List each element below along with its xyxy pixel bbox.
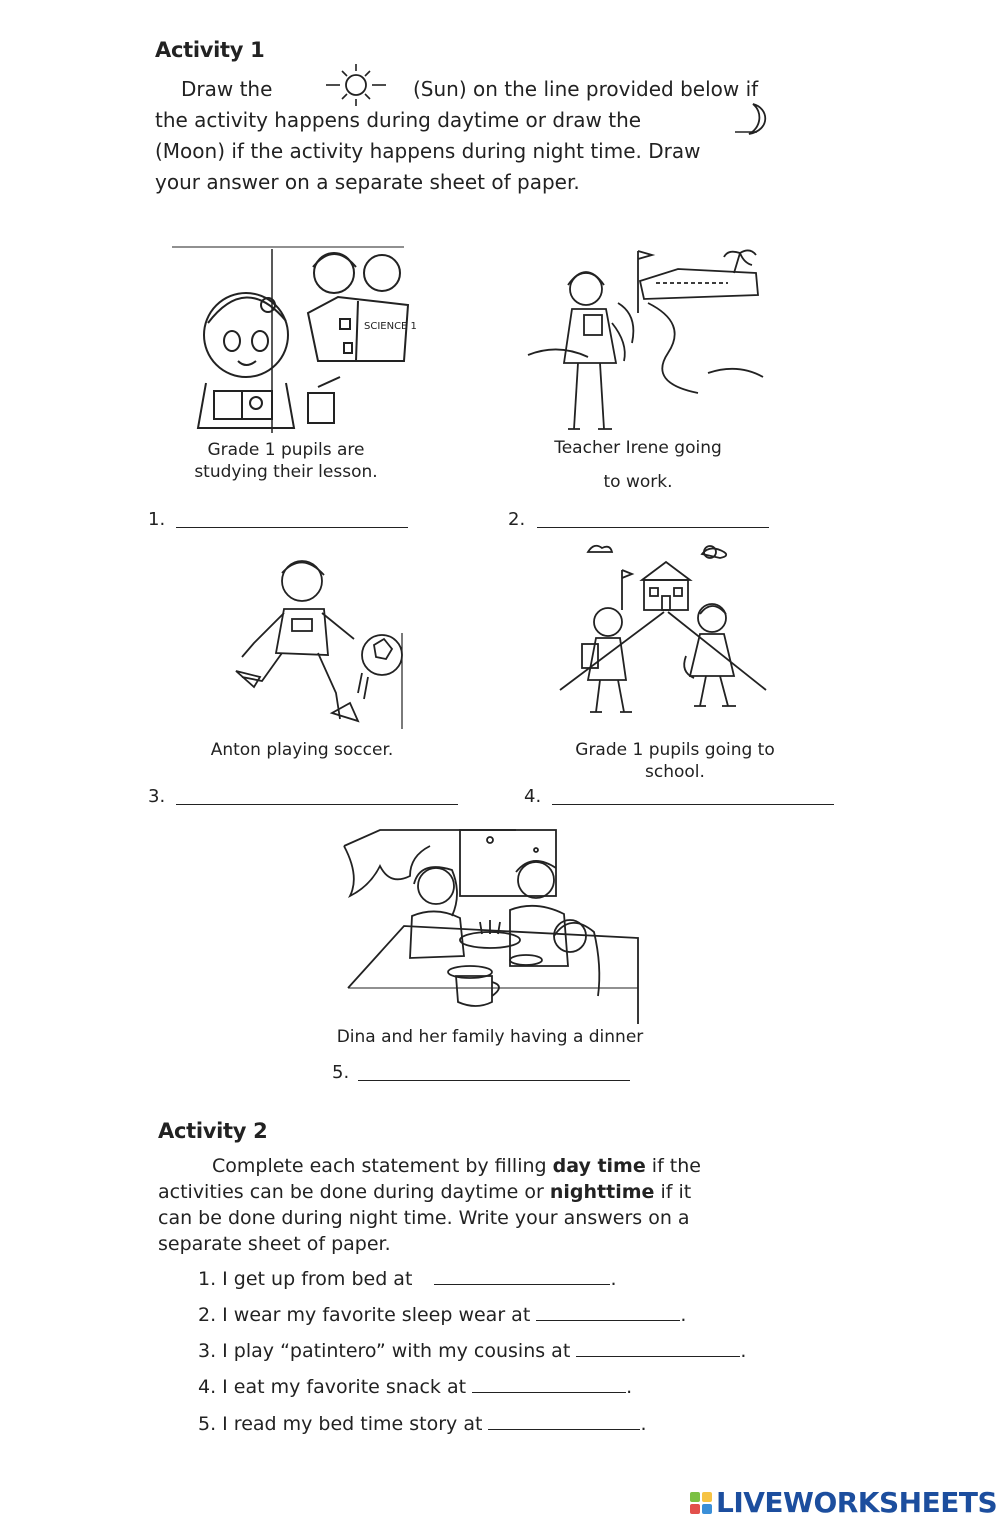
- statement-2: [198, 1302, 686, 1326]
- statement-1-text: 1. I get up from bed at: [198, 1268, 413, 1290]
- statement-1: [198, 1266, 616, 1290]
- statement-4-end: .: [626, 1376, 633, 1398]
- item5-caption: Dina and her family having a dinner: [336, 1027, 644, 1047]
- item2-caption-line2: to work.: [603, 472, 673, 492]
- activity1-intro-line1b: (Sun) on the line provided below if: [413, 77, 759, 101]
- activity2-para-line1: [212, 1153, 701, 1179]
- statement-1-end: .: [610, 1268, 617, 1290]
- brand-text: LIVEWORKSHEETS: [716, 1486, 998, 1519]
- item3-caption-line1: Anton playing soccer.: [210, 740, 394, 760]
- activity1-intro-line1a: Draw the: [181, 77, 273, 101]
- item4-number: 4.: [524, 786, 542, 807]
- item5-number: 5.: [332, 1062, 350, 1083]
- picture-pupils-going-to-school: [560, 540, 770, 720]
- item4-answer-line[interactable]: [552, 804, 834, 805]
- item1-answer-line[interactable]: [176, 527, 408, 528]
- statement-5-end: .: [640, 1413, 647, 1435]
- activity2-para-line3: can be done during night time. Write your answers on a: [158, 1207, 690, 1229]
- statement-2-blank[interactable]: [536, 1302, 680, 1321]
- item4-caption-line2: school.: [645, 762, 705, 782]
- sun-icon: [320, 62, 392, 108]
- item4-caption-line1: Grade 1 pupils going to: [575, 740, 775, 760]
- activity2-para-line2-c: if it: [660, 1181, 692, 1203]
- keyword-nighttime: nighttime: [549, 1181, 655, 1203]
- activity1-intro-line3: (Moon) if the activity happens during night time. Draw: [155, 139, 701, 163]
- keyword-day-time: day time: [552, 1155, 646, 1177]
- item1-caption-line2: studying their lesson.: [194, 462, 378, 482]
- statement-3-end: .: [740, 1340, 747, 1362]
- activity2-para-line1-a: Complete each statement by filling: [212, 1155, 547, 1177]
- statement-5-blank[interactable]: [488, 1411, 640, 1430]
- statement-4-text: 4. I eat my favorite snack at: [198, 1376, 467, 1398]
- liveworksheets-brand[interactable]: [690, 1486, 997, 1519]
- statement-4: [198, 1374, 632, 1398]
- item2-caption-line1: Teacher Irene going: [554, 438, 722, 458]
- statement-3-text: 3. I play “patintero” with my cousins at: [198, 1340, 571, 1362]
- activity2-para-line2-a: activities can be done during daytime or: [158, 1181, 544, 1203]
- picture-family-dinner: [340, 826, 638, 1024]
- item1-caption-line1: Grade 1 pupils are: [207, 440, 365, 460]
- statement-3-blank[interactable]: [576, 1338, 740, 1357]
- activity2-para-line4: separate sheet of paper.: [158, 1233, 391, 1255]
- picture-anton-soccer: [232, 553, 410, 729]
- picture-pupils-studying: [168, 243, 417, 435]
- activity1-intro-line2: the activity happens during daytime or draw the: [155, 108, 642, 132]
- item3-answer-line[interactable]: [176, 804, 458, 805]
- item5-answer-line[interactable]: [358, 1080, 630, 1081]
- statement-4-blank[interactable]: [472, 1374, 626, 1393]
- item3-number: 3.: [148, 786, 166, 807]
- book-label: SCIENCE 1: [364, 321, 417, 332]
- statement-2-end: .: [680, 1304, 687, 1326]
- liveworksheets-logo-icon: [690, 1492, 712, 1514]
- item1-number: 1.: [148, 509, 166, 530]
- activity2-para-line1-c: if the: [651, 1155, 701, 1177]
- item2-number: 2.: [508, 509, 526, 530]
- activity1-intro-line4: your answer on a separate sheet of paper.: [155, 170, 580, 194]
- activity1-title: Activity 1: [155, 38, 265, 62]
- statement-5: [198, 1411, 647, 1435]
- statement-3: [198, 1338, 746, 1362]
- item2-answer-line[interactable]: [537, 527, 769, 528]
- picture-teacher-going-to-work: [528, 243, 763, 435]
- activity2-title: Activity 2: [158, 1119, 268, 1143]
- statement-5-text: 5. I read my bed time story at: [198, 1413, 483, 1435]
- moon-icon: [735, 102, 775, 136]
- statement-1-blank[interactable]: [434, 1266, 610, 1285]
- activity2-para-line2: [158, 1179, 691, 1205]
- statement-2-text: 2. I wear my favorite sleep wear at: [198, 1304, 531, 1326]
